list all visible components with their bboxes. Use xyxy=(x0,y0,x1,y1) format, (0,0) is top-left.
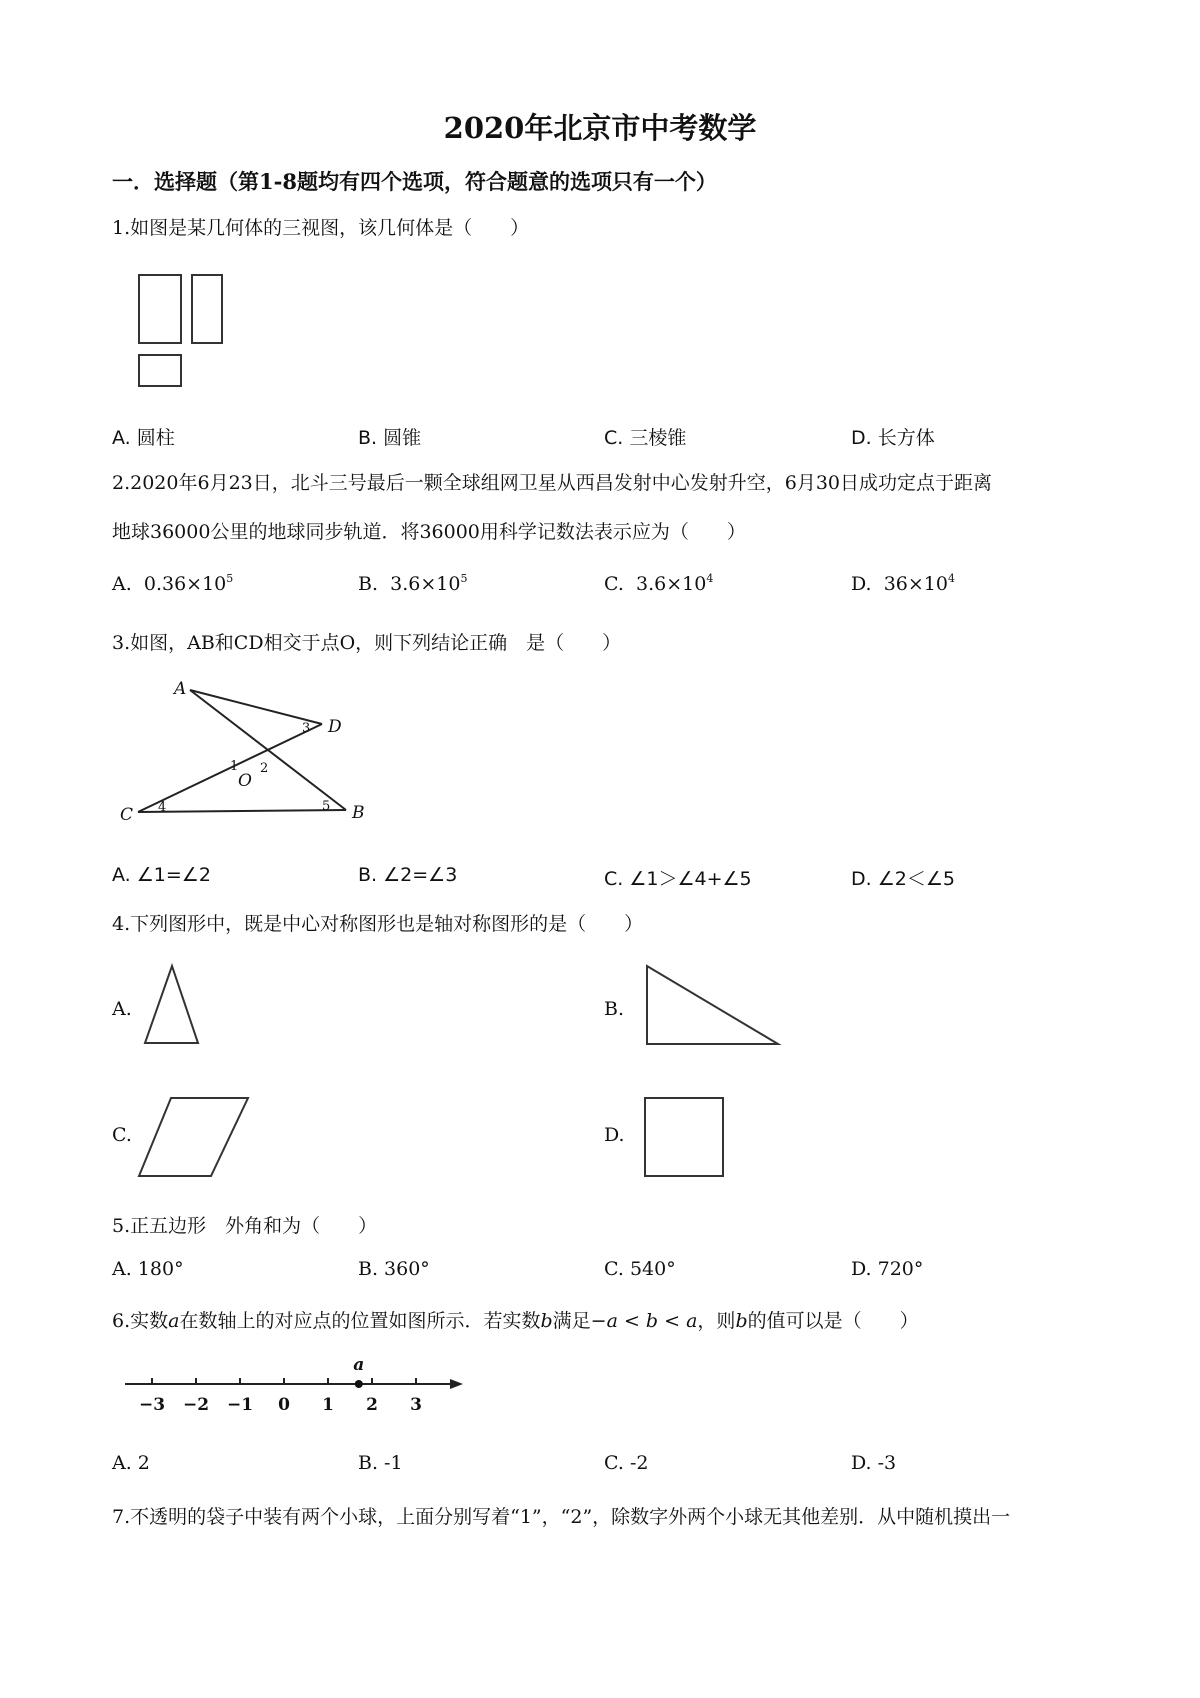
q5-option-b: B. 360° xyxy=(358,1258,430,1280)
q1-option-c: C. 三棱锥 xyxy=(604,427,687,449)
q3-option-d: D. ∠2＜∠5 xyxy=(851,868,955,890)
q5-option-c: C. 540° xyxy=(604,1258,676,1280)
label-a: A xyxy=(174,679,187,699)
angle-label-5: 5 xyxy=(322,799,331,814)
number-line-tick-label: 1 xyxy=(322,1395,334,1415)
q2-option-b: B. $3.6\times 10^5$ xyxy=(358,572,468,595)
number-line-figure xyxy=(120,1352,470,1422)
top-view xyxy=(139,355,181,386)
segment-cb xyxy=(138,810,346,812)
number-line-arrow xyxy=(450,1379,463,1389)
q3-option-a: A. ∠1=∠2 xyxy=(112,864,211,886)
square-shape xyxy=(640,1092,730,1184)
question-7-stem: 7.不透明的袋子中装有两个小球，上面分别写着“1”，“2”，除数字外两个小球无其他差别．从中随机摸出一 xyxy=(112,1506,1011,1528)
angle-label-3: 3 xyxy=(302,721,311,736)
right-triangle-shape xyxy=(640,960,790,1050)
number-line-tick-label: 3 xyxy=(410,1395,422,1415)
isosceles-triangle-shape xyxy=(140,960,220,1050)
q1-option-d: D. 长方体 xyxy=(851,427,935,449)
label-d: D xyxy=(328,717,342,737)
segment-ad xyxy=(190,690,322,724)
q6-option-d: D. -3 xyxy=(851,1452,897,1474)
question-4-stem: 4.下列图形中，既是中心对称图形也是轴对称图形的是（ ） xyxy=(112,913,644,935)
q2-option-a: A. $0.36\times 10^5$ xyxy=(112,572,234,595)
q1-option-a: A. 圆柱 xyxy=(112,427,175,449)
section-heading: 一．选择题（第1-8题均有四个选项，符合题意的选项只有一个） xyxy=(112,169,717,194)
q5-option-a: A. 180° xyxy=(112,1258,184,1280)
q6-option-c: C. -2 xyxy=(604,1452,649,1474)
var-a: a xyxy=(168,1310,180,1332)
q2-option-d: D. $36\times 10^4$ xyxy=(851,572,955,595)
label-b: B xyxy=(352,803,365,823)
question-6-stem: 6.实数a在数轴上的对应点的位置如图所示．若实数b满足−a < b < a，则b的值可以是（ ） xyxy=(112,1310,919,1332)
q5-option-d: D. 720° xyxy=(851,1258,924,1280)
three-view-figure xyxy=(130,270,230,390)
page-title: 2020年北京市中考数学 xyxy=(443,111,757,145)
angle-label-1: 1 xyxy=(230,759,239,774)
number-line-tick-label: −1 xyxy=(226,1395,254,1415)
point-a-marker xyxy=(355,1380,363,1388)
q4-option-a-label: A. xyxy=(112,998,132,1020)
intersecting-lines-figure xyxy=(110,680,370,830)
q2-option-c: C. $3.6\times 10^4$ xyxy=(604,572,714,595)
label-o: O xyxy=(238,771,252,791)
q4-option-c-label: C. xyxy=(112,1124,132,1146)
q1-option-b: B. 圆锥 xyxy=(358,427,422,449)
question-3-stem: 3.如图，AB和CD相交于点O，则下列结论正确 是（ ） xyxy=(112,632,622,654)
q4-option-d-label: D. xyxy=(604,1124,625,1146)
q6-option-b: B. -1 xyxy=(358,1452,403,1474)
q3-option-c: C. ∠1＞∠4+∠5 xyxy=(604,868,752,890)
angle-label-2: 2 xyxy=(260,761,269,776)
angle-label-4: 4 xyxy=(158,800,167,815)
side-view xyxy=(192,275,222,343)
q4-option-b-label: B. xyxy=(604,998,625,1020)
question-1-stem: 1.如图是某几何体的三视图，该几何体是（ ） xyxy=(112,217,530,239)
parallelogram-shape xyxy=(136,1092,256,1184)
front-view xyxy=(139,275,181,343)
question-2-stem-line1: 2.2020年6月23日，北斗三号最后一颗全球组网卫星从西昌发射中心发射升空，6月30日成功定点于距离 xyxy=(112,472,993,494)
var-b: b xyxy=(540,1310,553,1332)
q3-option-b: B. ∠2=∠3 xyxy=(358,864,458,886)
number-line-tick-label: −3 xyxy=(138,1395,166,1415)
label-c: C xyxy=(120,805,134,825)
question-5-stem: 5.正五边形 外角和为（ ） xyxy=(112,1215,378,1237)
number-line-tick-label: 0 xyxy=(278,1395,290,1415)
point-a-label: a xyxy=(353,1355,365,1375)
number-line-tick-label: 2 xyxy=(366,1395,378,1415)
question-2-stem-line2: 地球36000公里的地球同步轨道．将36000用科学记数法表示应为（ ） xyxy=(112,521,746,543)
q6-option-a: A. 2 xyxy=(112,1452,150,1474)
inequality: −a < b < a xyxy=(590,1310,698,1332)
number-line-tick-label: −2 xyxy=(182,1395,210,1415)
